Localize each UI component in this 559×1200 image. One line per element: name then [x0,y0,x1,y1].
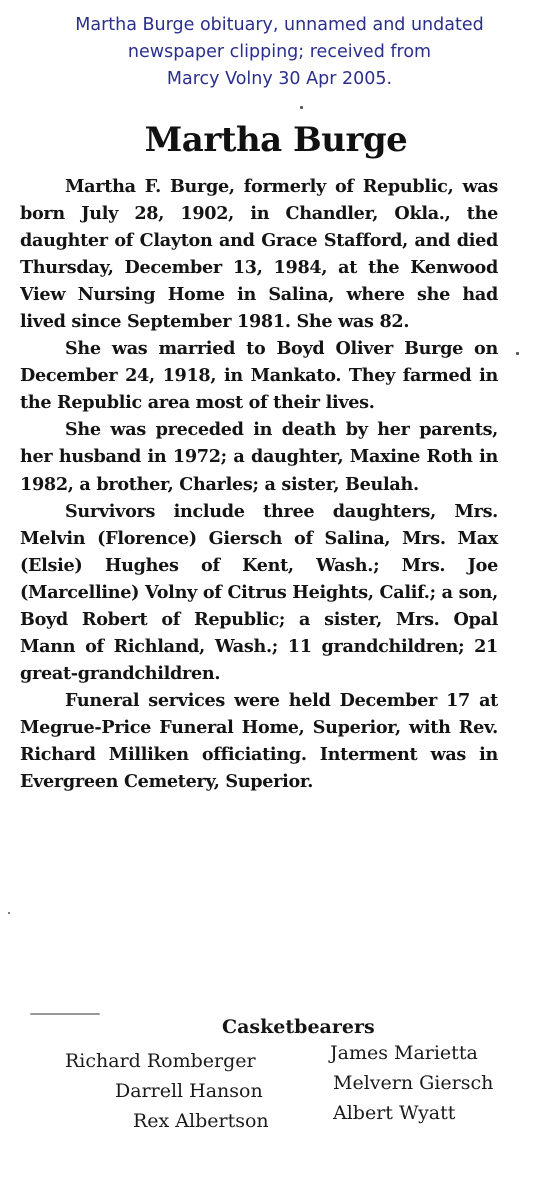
casketbearer-name: Darrell Hanson [115,1080,263,1102]
scan-speck [30,1013,100,1015]
scan-speck [300,106,303,109]
obituary-headline: Martha Burge [144,120,408,160]
scan-speck [8,912,10,914]
caption-line: Marcy Volny 30 Apr 2005. [166,69,393,89]
obituary-paragraph: Martha F. Burge, formerly of Republic, was born July 28, 1902, in Chandler, Okla., the daughter of Clayton and Grace Stafford, and died Thursday, December 13, 1984, at the Kenwood View Nursing Home in Salina, where she had lived since September 1981. She was 82. [20,176,498,333]
casketbearer-name: Albert Wyatt [333,1102,456,1124]
clipping-caption [0,12,559,93]
obituary-paragraph: She was preceded in death by her parents, her husband in 1972; a daughter, Maxine Roth in 1982, a brother, Charles; a sister, Beulah. [20,419,498,495]
obituary-paragraph: Survivors include three daughters, Mrs. Melvin (Florence) Giersch of Salina, Mrs. Max (Elsie) Hughes of Kent, Wash.; Mrs. Joe (Marcelline) Volny of Citrus Heights, Calif.; a son, Boyd Robert of Republic; a sister, Mrs. Opal Mann of Richland, Wash.; 11 grandchildren; 21 great-grandchildren. [20,500,498,684]
obituary-paragraph: Funeral services were held December 17 at Megrue-Price Funeral Home, Superior, with Rev. Richard Milliken officiating. Interment was in Evergreen Cemetery, Superior. [20,689,498,793]
obituary-body [20,173,498,795]
casketbearers-heading: Casketbearers [222,1016,375,1038]
caption-line: newspaper clipping; received from [127,42,432,62]
casketbearer-name: Melvern Giersch [333,1072,494,1094]
casketbearer-name: James Marietta [330,1042,478,1064]
caption-line: Martha Burge obituary, unnamed and undated [75,15,484,35]
casketbearer-name: Rex Albertson [133,1110,269,1132]
casketbearer-name: Richard Romberger [65,1050,256,1072]
scan-speck [516,352,519,355]
obituary-paragraph: She was married to Boyd Oliver Burge on December 24, 1918, in Mankato. They farmed in the Republic area most of their lives. [20,338,498,414]
